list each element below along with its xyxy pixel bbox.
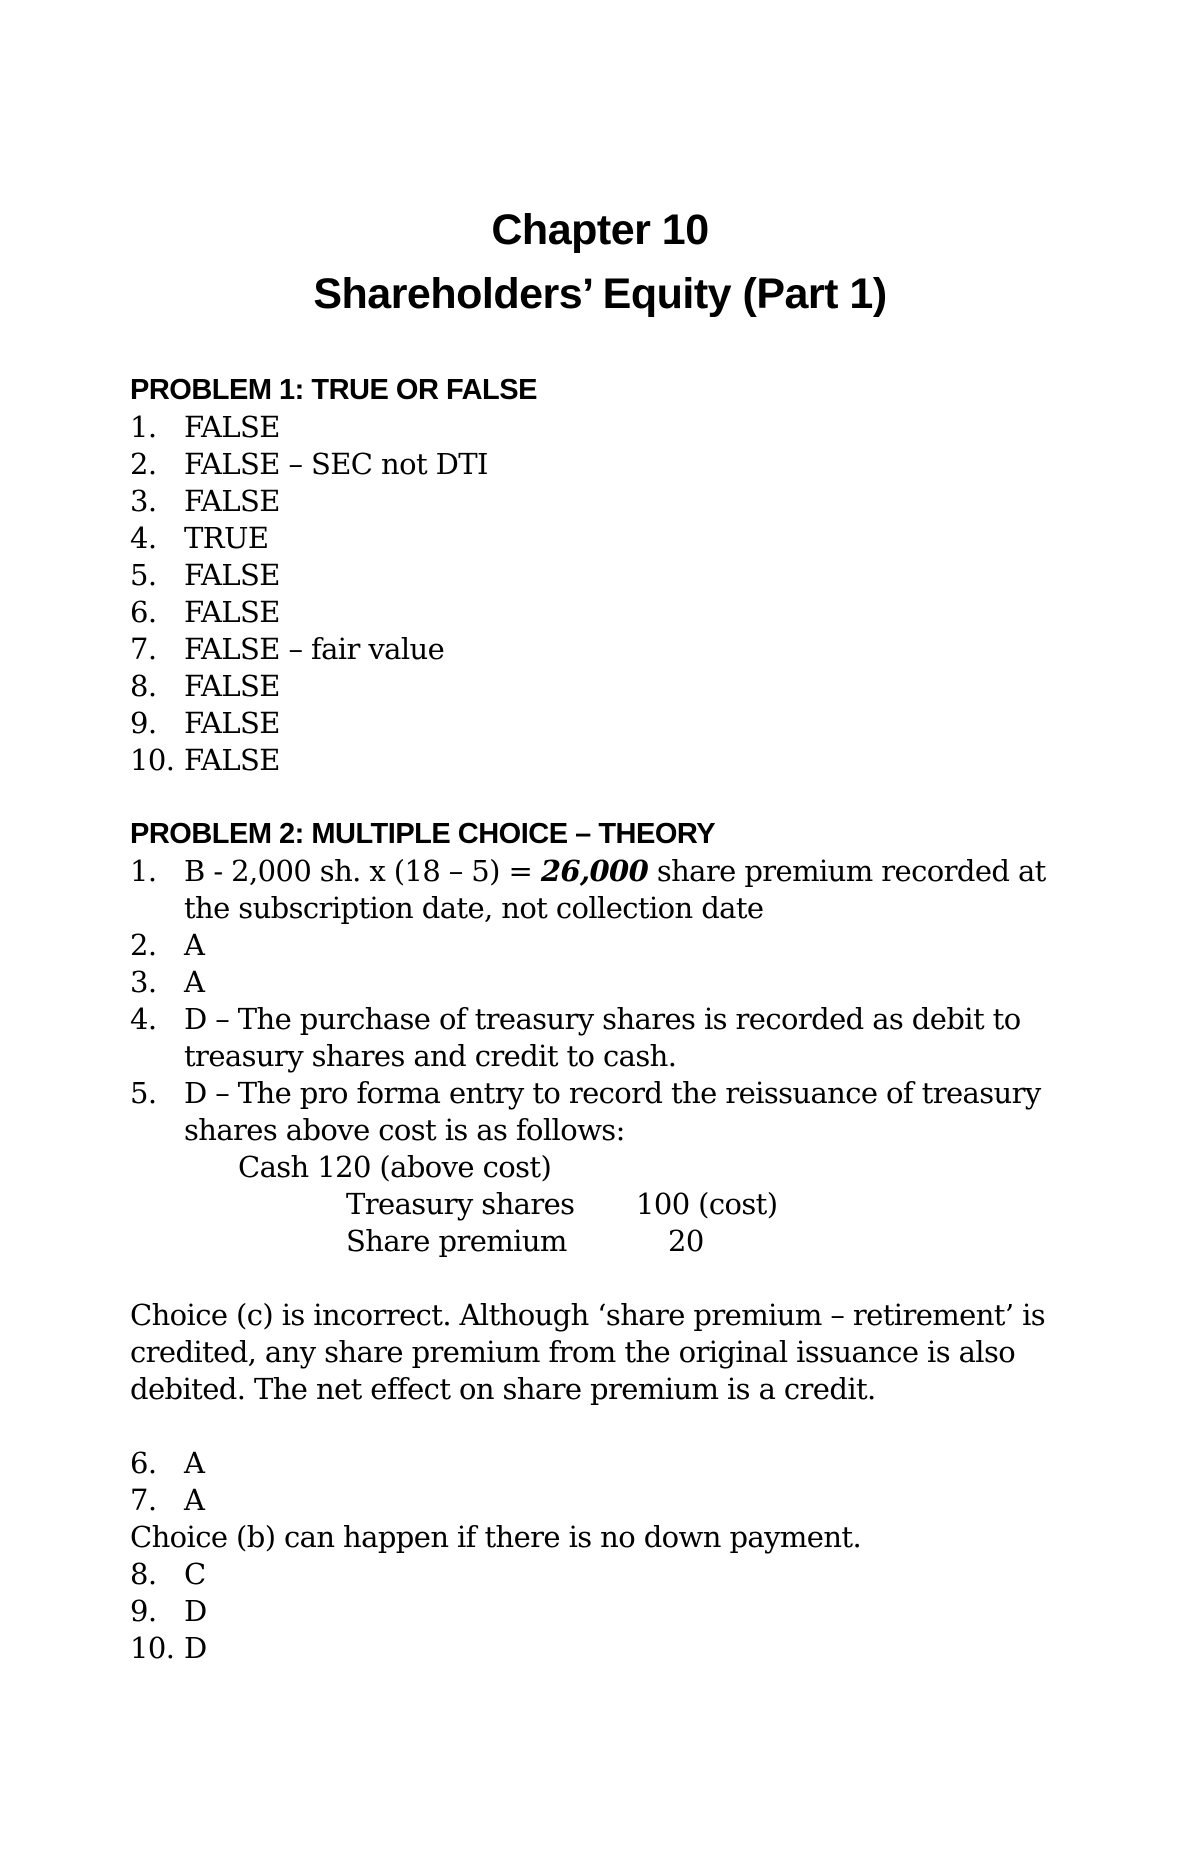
pro-forma-entry [130,1149,1070,1260]
item-text: FALSE [184,558,280,592]
item-number: 7. [130,1483,157,1517]
pro-forma-credit-account: Share premium [346,1224,567,1258]
item-number: 1. [130,854,157,888]
item-number: 4. [130,521,157,555]
item-number: 9. [130,1594,157,1628]
item-text: A [184,965,205,999]
problem-2-answer-list-b [130,1445,1070,1519]
item-number: 10. [130,1631,175,1665]
problem-1-section [130,372,1070,779]
pro-forma-credit-amount: 20 [668,1224,704,1258]
pro-forma-debit-line [130,1149,1070,1186]
item-text: A [184,1483,205,1517]
item-text: D – The purchase of treasury shares is recorded as debit to treasury shares and credit to cash. [184,1002,1021,1073]
item-number: 10. [130,743,175,777]
item-text-prefix: B - 2,000 sh. x (18 – 5) = [184,854,541,888]
item-number: 1. [130,410,157,444]
list-item [130,705,1070,742]
problem-1-answer-list [130,409,1070,779]
item-text: C [184,1557,206,1591]
item-number: 8. [130,1557,157,1591]
chapter-subtitle: Shareholders’ Equity (Part 1) [313,270,887,318]
list-item [130,927,1070,964]
item-number: 7. [130,632,157,666]
problem-2-section [130,816,1070,1667]
problem-2-answer-list-c [130,1556,1070,1667]
list-item [130,1482,1070,1519]
item-text: FALSE [184,743,280,777]
item-text-suffix: share premium recorded at the subscription date, not collection date [184,854,1046,925]
list-item [130,446,1070,483]
list-item [130,1001,1070,1075]
title-block [130,198,1070,326]
item-number: 3. [130,965,157,999]
list-item [130,483,1070,520]
list-item [130,1593,1070,1630]
list-item [130,557,1070,594]
item-number: 9. [130,706,157,740]
item-emphasis-value: 26,000 [540,854,649,888]
item-text: D [184,1594,207,1628]
item-number: 2. [130,447,157,481]
pro-forma-credit-amount: 100 (cost) [636,1187,778,1221]
list-item [130,668,1070,705]
item-number: 5. [130,1076,157,1110]
item-number: 8. [130,669,157,703]
item-number: 3. [130,484,157,518]
list-item [130,1445,1070,1482]
chapter-title: Chapter 10 [491,206,709,254]
list-item [130,742,1070,779]
item-text: D [184,1631,207,1665]
list-item [130,853,1070,927]
item-text: FALSE [184,669,280,703]
choice-c-explanation: Choice (c) is incorrect. Although ‘share premium – retirement’ is credited, any share premium from the original issuance is also debited. The net effect on share premium is a credit. [130,1298,1046,1406]
item-text: FALSE – fair value [184,632,445,666]
item-text: FALSE [184,595,280,629]
item-number: 6. [130,1446,157,1480]
list-item [130,964,1070,1001]
list-item [130,409,1070,446]
pro-forma-debit: Cash 120 (above cost) [238,1150,552,1184]
item-number: 2. [130,928,157,962]
list-item [130,520,1070,557]
pro-forma-credit-line [130,1186,1070,1223]
item-text: D – The pro forma entry to record the reissuance of treasury shares above cost is as follows: [184,1076,1041,1147]
list-item [130,594,1070,631]
item-text: A [184,1446,205,1480]
item-number: 4. [130,1002,157,1036]
pro-forma-credit-account: Treasury shares [346,1187,575,1221]
item-text: TRUE [184,521,269,555]
list-item [130,1630,1070,1667]
problem-2-answer-list-a [130,853,1070,1149]
item-text: FALSE – SEC not DTI [184,447,488,481]
item-number: 6. [130,595,157,629]
choice-b-explanation: Choice (b) can happen if there is no down payment. [130,1520,862,1554]
list-item [130,1556,1070,1593]
item-text: FALSE [184,706,280,740]
problem-2-heading: PROBLEM 2: MULTIPLE CHOICE – THEORY [130,818,716,850]
item-number: 5. [130,558,157,592]
list-item [130,1075,1070,1149]
pro-forma-credit-line [130,1223,1070,1260]
list-item [130,631,1070,668]
document-page [130,198,1070,1667]
problem-1-heading: PROBLEM 1: TRUE OR FALSE [130,374,537,406]
item-text: FALSE [184,484,280,518]
item-text: A [184,928,205,962]
item-text: FALSE [184,410,280,444]
